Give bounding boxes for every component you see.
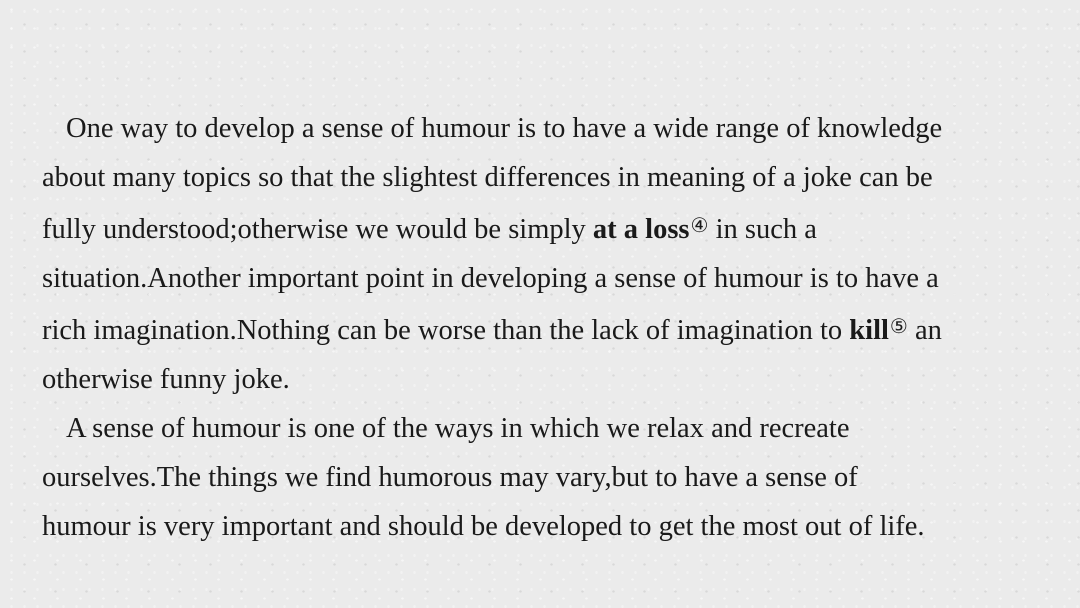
text-line: One way to develop a sense of humour is to have a wide range of knowledge <box>66 113 943 144</box>
paragraph-relax-recreate <box>42 404 1042 551</box>
text-line: otherwise funny joke. <box>42 364 290 395</box>
text-line: situation.Another important point in developing a sense of humour is to have a <box>42 263 939 294</box>
document-body <box>42 104 1042 551</box>
footnote-marker-5: ⑤ <box>889 316 908 338</box>
text-line: ourselves.The things we find humorous may vary,but to have a sense of <box>42 462 858 493</box>
text-line: fully understood;otherwise we would be simply at a loss④ in such a <box>42 214 817 245</box>
keyword-at-a-loss: at a loss <box>592 214 690 245</box>
text-line: humour is very important and should be developed to get the most out of life. <box>42 511 925 542</box>
footnote-marker-4: ④ <box>690 215 709 237</box>
text-line: rich imagination.Nothing can be worse than the lack of imagination to kill⑤ an <box>42 315 942 346</box>
keyword-kill: kill <box>849 315 889 346</box>
paragraph-knowledge-imagination <box>42 104 1042 404</box>
text-line: about many topics so that the slightest differences in meaning of a joke can be <box>42 162 933 193</box>
text-line: A sense of humour is one of the ways in which we relax and recreate <box>66 413 850 444</box>
